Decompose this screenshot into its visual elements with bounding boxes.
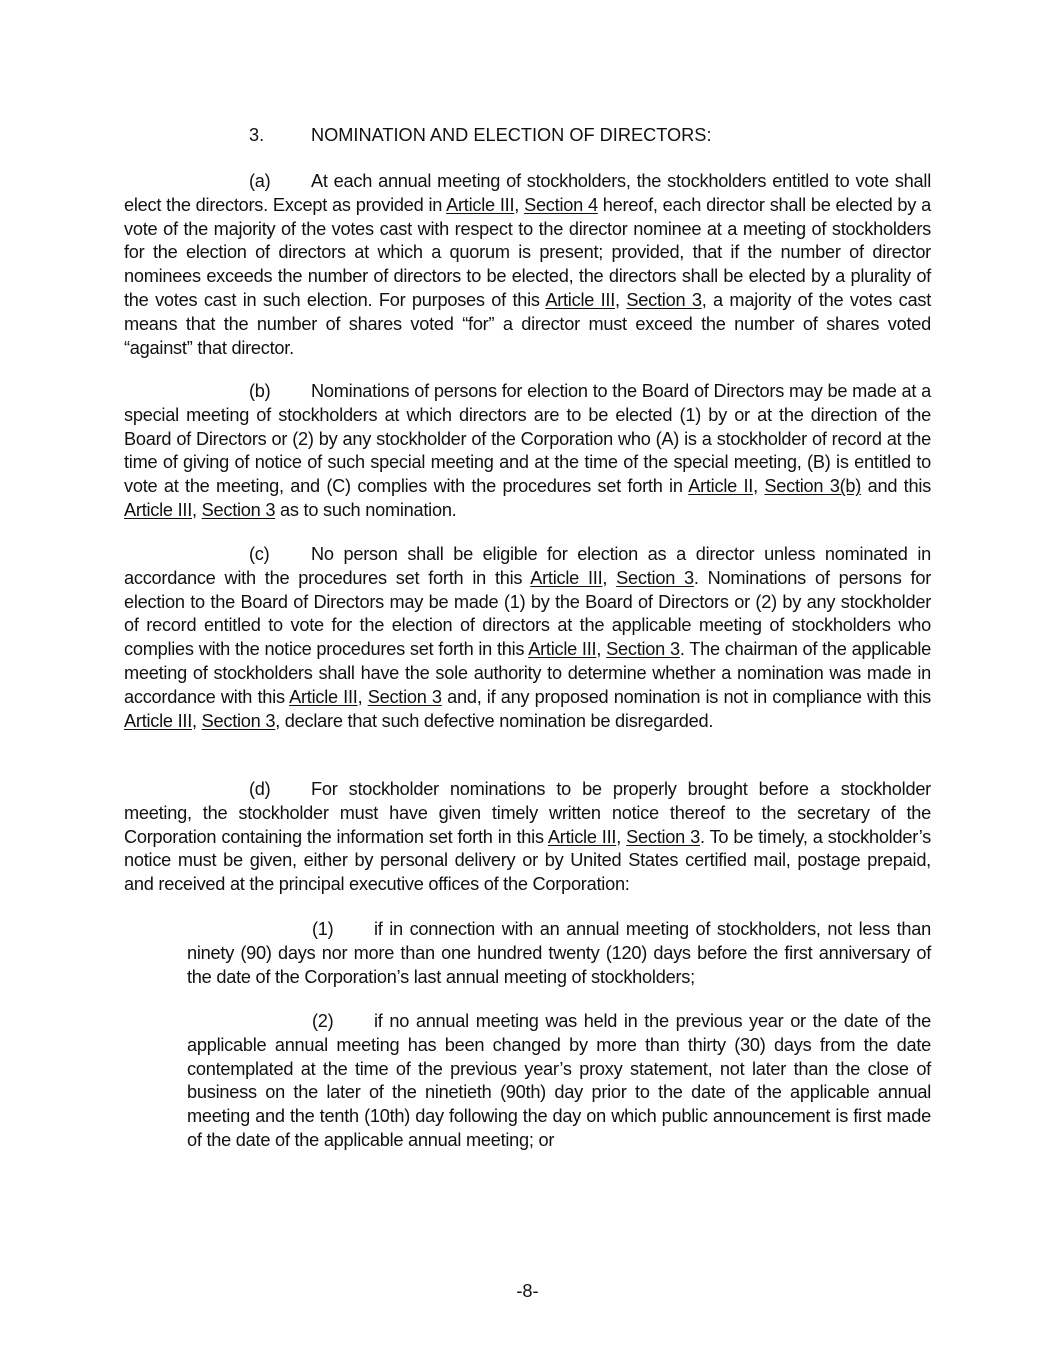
- paragraph-text: . Nominations of persons for election to the Board of Directors may be made (1) by the Board of Directors or (2) by any stockholder of record entitled to vote for the election of directors at the applicable meeting of stockholders who complies with the notice procedures set forth in this: [124, 567, 931, 660]
- subparagraph-label: (2): [312, 1011, 334, 1031]
- cross-reference-article: Article III: [547, 826, 617, 847]
- paragraph-text: as to such nomination.: [275, 499, 457, 520]
- cross-reference-section: Section 3: [626, 289, 702, 310]
- cross-reference-article: Article III: [545, 289, 616, 310]
- cross-reference-section: Section 3: [201, 710, 276, 731]
- subparagraph-text: if no annual meeting was held in the previous year or the date of the applicable annual meeting has been changed by more than thirty (30) days from the date contemplated at the time of the previous year’s proxy statement, not later than the close of business on the later of the ninetieth (90th) day prior to the date of the applicable annual meeting and the tenth (10th) day following the day on which public announcement is first made of the date of the applicable annual meeting; or: [187, 1011, 931, 1150]
- subparagraph-2: [187, 1010, 931, 1153]
- paragraph-text: No person shall be eligible for election as a director unless nominated in accordance with the procedures set forth in this: [124, 544, 931, 588]
- paragraph-label: (a): [249, 171, 271, 191]
- cross-reference-article: Article III: [530, 567, 603, 588]
- section-title: NOMINATION AND ELECTION OF DIRECTORS:: [311, 125, 712, 145]
- paragraph-d: (d) For stockholder nominations to be properly brought before a stockholder meeting, the stockholder must have given timely written notice thereof to the secretary of the Corporation containing the information set forth in this Article III, Section 3. To be timely, a stockholder’s notice must be given, either by personal delivery or by United States certified mail, postage prepaid, and received at the principal executive offices of the Corporation:: [124, 779, 931, 895]
- cross-reference-section: Section 3: [201, 499, 276, 520]
- cross-reference-section: Section 3: [606, 639, 680, 660]
- cross-reference-article: Article III: [528, 639, 597, 660]
- cross-reference-section: Section 3: [367, 686, 442, 707]
- paragraph-text: , a majority of the votes cast means that the number of shares voted “for” a director must exceed the number of shares voted “against” that director.: [124, 289, 931, 358]
- cross-reference-section: Section 3: [616, 567, 694, 588]
- paragraph-text: and this: [861, 476, 931, 497]
- cross-reference-section: Section 4: [524, 194, 598, 215]
- paragraph-text: . To be timely, a stockholder’s notice must be given, either by personal delivery or by United States certified mail, postage prepaid, and received at the principal executive offices of the Corporation:: [124, 826, 931, 895]
- page-number: -8-: [516, 1281, 539, 1301]
- cross-reference-article: Article III: [124, 499, 192, 520]
- paragraph-b: (b) Nominations of persons for election to the Board of Directors may be made at a special meeting of stockholders at which directors are to be elected (1) by or at the direction of the Board of Directors or (2) by any stockholder of the Corporation who (A) is a stockholder of record at the time of giving of notice of such special meeting and at the time of the special meeting, (B) is entitled to vote at the meeting, and (C) complies with the procedures set forth in Article II, Section 3(b) and this Article III, Section 3 as to such nomination.: [124, 381, 931, 520]
- paragraph-text: . The chairman of the applicable meeting of stockholders shall have the sole authority to determine whether a nomination was made in accordance with this: [124, 639, 931, 707]
- paragraph-text: , declare that such defective nomination be disregarded.: [275, 710, 714, 731]
- paragraph-label: (b): [249, 381, 271, 401]
- paragraph-text: At each annual meeting of stockholders, the stockholders entitled to vote shall elect the directors. Except as provided in: [124, 171, 931, 215]
- section-heading: [249, 124, 712, 148]
- cross-reference-section: Section 3(b): [764, 476, 862, 497]
- cross-reference-article: Article II: [688, 476, 754, 497]
- paragraph-c: (c) No person shall be eligible for election as a director unless nominated in accordance with the procedures set forth in this Article III, Section 3. Nominations of persons for election to the Board of Directors may be made (1) by the Board of Directors or (2) by any stockholder of record entitled to vote for the election of directors at the applicable meeting of stockholders who complies with the notice procedures set forth in this Article III, Section 3. The chairman of the applicable meeting of stockholders shall have the sole authority to determine whether a nomination was made in accordance with this Article III, Section 3 and, if any proposed nomination is not in compliance with this Article III, Section 3, declare that such defective nomination be disregarded.: [124, 544, 931, 731]
- paragraph-text: Nominations of persons for election to the Board of Directors may be made at a special meeting of stockholders at which directors are to be elected (1) by or at the direction of the Board of Directors or (2) by any stockholder of the Corporation who (A) is a stockholder of record at the time of giving of notice of such special meeting and at the time of the special meeting, (B) is entitled to vote at the meeting, and (C) complies with the procedures set forth in: [124, 381, 931, 497]
- subparagraph-1: [187, 918, 931, 989]
- cross-reference-article: Article III: [446, 194, 515, 215]
- subparagraph-label: (1): [312, 919, 334, 939]
- paragraph-text: and, if any proposed nomination is not in compliance with this: [441, 686, 931, 707]
- paragraph-label: (c): [249, 544, 270, 564]
- cross-reference-article: Article III: [124, 710, 192, 731]
- paragraph-text: For stockholder nominations to be properly brought before a stockholder meeting, the stockholder must have given timely written notice thereof to the secretary of the Corporation containing the information set forth in this: [124, 779, 931, 847]
- cross-reference-section: Section 3: [626, 826, 701, 847]
- paragraph-a: (a) At each annual meeting of stockholders, the stockholders entitled to vote shall elect the directors. Except as provided in Article III, Section 4 hereof, each director shall be elected by a vote of the majority of the votes cast with respect to the director nominee at a meeting of stockholders for the election of directors at which a quorum is present; provided, that if the number of director nominees exceeds the number of directors to be elected, the directors shall be elected by a plurality of the votes cast in such election. For purposes of this Article III, Section 3, a majority of the votes cast means that the number of shares voted “for” a director must exceed the number of shares voted “against” that director.: [124, 171, 931, 358]
- section-number: 3.: [249, 125, 265, 145]
- paragraph-text: hereof, each director shall be elected by a vote of the majority of the votes cast with respect to the director nominee at a meeting of stockholders for the election of directors at which a quorum is present; provided, that if the number of director nominees exceeds the number of directors to be elected, the directors shall be elected by a plurality of the votes cast in such election. For purposes of this: [124, 194, 931, 310]
- paragraph-label: (d): [249, 779, 271, 799]
- subparagraph-text: if in connection with an annual meeting of stockholders, not less than ninety (90) days nor more than one hundred twenty (120) days before the first anniversary of the date of the Corporation’s last annual meeting of stockholders;: [187, 919, 931, 987]
- cross-reference-article: Article III: [289, 686, 358, 707]
